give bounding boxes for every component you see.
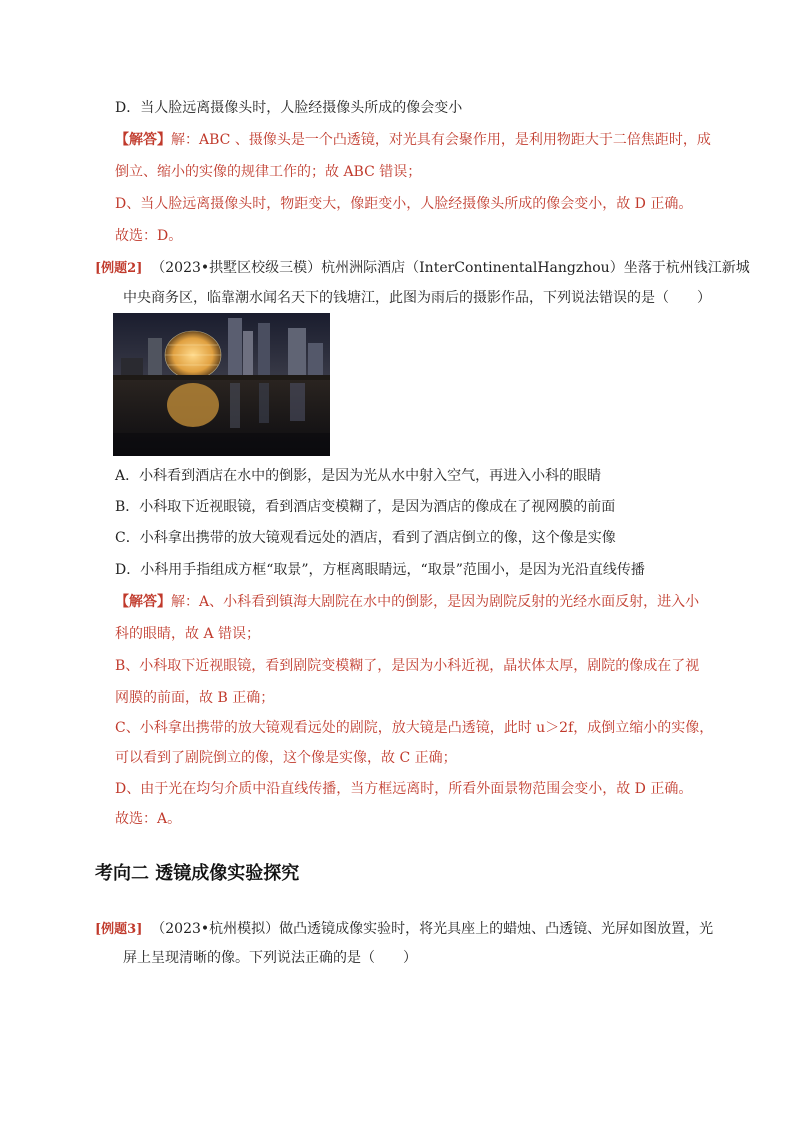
example-question-continued: 中央商务区，临靠潮水闻名天下的钱塘江，此图为雨后的摄影作品，下列说法错误的是（ ） xyxy=(123,290,711,306)
answer-text: 科的眼睛，故 A 错误； xyxy=(115,626,261,642)
example-3-header xyxy=(95,919,713,940)
answer-tag: 【解答】 xyxy=(115,594,171,610)
answer-text: 网膜的前面，故 B 正确； xyxy=(115,690,275,706)
answer-text: B、小科取下近视眼镜，看到剧院变模糊了，是因为小科近视，晶状体太厚，剧院的像成在了视 xyxy=(115,658,700,674)
answer-text: D、由于光在均匀介质中沿直线传播，当方框远离时，所看外面景物范围会变小，故 D 正确。 xyxy=(115,781,693,797)
answer-text: 可以看到了剧院倒立的像，这个像是实像，故 C 正确； xyxy=(115,750,457,766)
answer-text: D、当人脸远离摄像头时，物距变大，像距变小，人脸经摄像头所成的像会变小，故 D 正确。 xyxy=(115,196,693,212)
answer-text: C、小科拿出携带的放大镜观看远处的剧院，放大镜是凸透镜，此时 u＞2f，成倒立缩小的实像， xyxy=(115,720,714,736)
answer-choice: 故选：D。 xyxy=(115,228,183,244)
example-tag: [例题2] xyxy=(95,261,143,276)
answer-text: 倒立、缩小的实像的规律工作的；故 ABC 错误； xyxy=(115,164,422,180)
example-tag: [例题3] xyxy=(95,922,143,937)
answer-paragraph-1 xyxy=(115,130,711,150)
option-b: B．小科取下近视眼镜，看到酒店变模糊了，是因为酒店的像成在了视网膜的前面 xyxy=(115,499,616,515)
example-question-continued: 屏上呈现清晰的像。下列说法正确的是（ ） xyxy=(123,950,417,966)
answer-text: 解：A、小科看到镇海大剧院在水中的倒影，是因为剧院反射的光经水面反射，进入小 xyxy=(171,594,700,610)
option-a: A．小科看到酒店在水中的倒影，是因为光从水中射入空气，再进入小科的眼睛 xyxy=(115,468,602,484)
example-question: （2023•杭州模拟）做凸透镜成像实验时，将光具座上的蜡烛、凸透镜、光屏如图放置，光 xyxy=(151,921,714,937)
option-c: C．小科拿出携带的放大镜观看远处的酒店，看到了酒店倒立的像，这个像是实像 xyxy=(115,530,616,546)
option-d: D．当人脸远离摄像头时，人脸经摄像头所成的像会变小 xyxy=(115,100,463,116)
hotel-night-photo xyxy=(113,313,330,456)
answer-tag: 【解答】 xyxy=(115,132,171,148)
section-heading: 考向二 透镜成像实验探究 xyxy=(95,863,300,884)
example-2-header xyxy=(95,258,750,279)
option-d: D．小科用手指组成方框“取景”，方框离眼睛远，“取景”范围小，是因为光沿直线传播 xyxy=(115,562,645,578)
answer-choice: 故选：A。 xyxy=(115,811,182,827)
answer-text: 解：ABC 、摄像头是一个凸透镜，对光具有会聚作用，是利用物距大于二倍焦距时，成 xyxy=(171,132,711,148)
example-question: （2023•拱墅区校级三模）杭州洲际酒店（InterContinentalHangzhou）坐落于杭州钱江新城 xyxy=(151,260,750,276)
answer-paragraph-2 xyxy=(115,592,699,612)
